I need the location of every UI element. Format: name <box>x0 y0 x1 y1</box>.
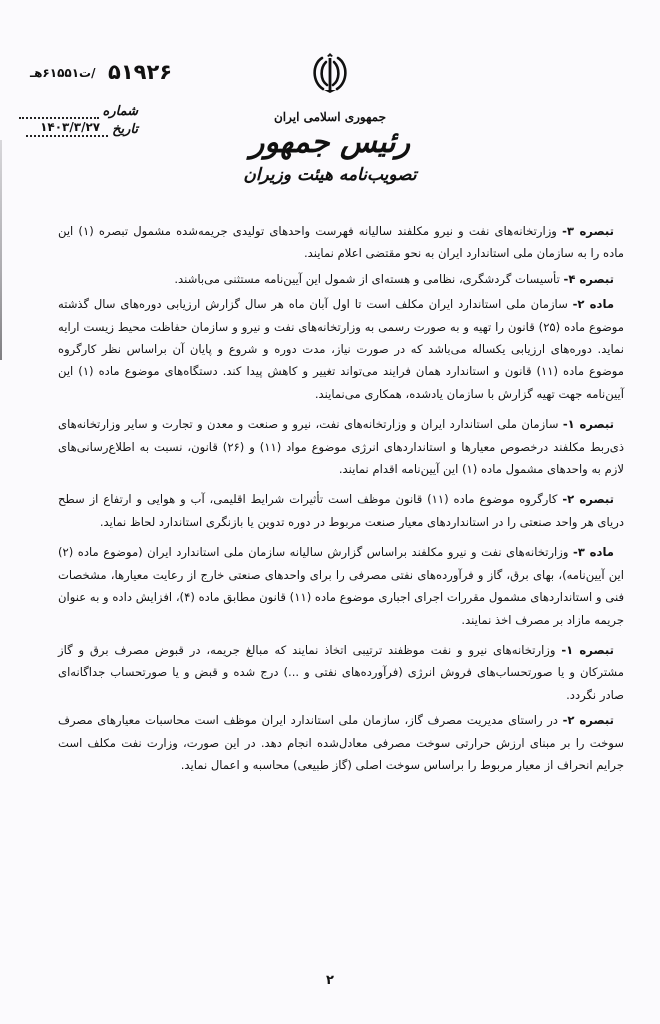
paragraph-text: تأسیسات گردشگری، نظامی و هسته‌ای از شمول این آیین‌نامه مستثنی می‌باشند. <box>174 271 564 286</box>
number-label: شماره <box>102 104 138 119</box>
republic-title: جمهوری اسلامی ایران <box>273 110 387 124</box>
paragraph-article-3 <box>58 541 624 631</box>
paragraph-text: وزارتخانه‌های نیرو و نفت موظفند ترتیبی اتخاذ نمایند که مبالغ جریمه، در قبوض مصرف برق و گاز مشترکان و یا صورتحساب‌های فروش انرژی (فرآورده‌های نفتی و ...) درج شده و قبض و یا صورتحساب جداگانه‌ای صادر نگردد. <box>58 642 624 702</box>
paragraph-article-2-note-2 <box>58 488 624 533</box>
paragraph-note-4 <box>58 268 624 290</box>
page-number: ۲ <box>326 973 334 988</box>
paragraph-text: وزارتخانه‌های نفت و نیرو مکلفند سالیانه فهرست واحدهای تولیدی جریمه‌شده مشمول تبصره (۱) این ماده را به سازمان ملی استاندارد ایران به نحو مقتضی اعلام نمایند. <box>58 224 624 261</box>
paragraph-article-2-note-1 <box>58 413 624 480</box>
paragraph-text: سازمان ملی استاندارد ایران و وزارتخانه‌های نفت، نیرو و صنعت و معدن و تجارت و سایر وزارتخانه‌های ذی‌ربط مکلفند درخصوص معیارها و استانداردهای انرژی موضوع مواد (۱۱) و (۲۶) قانون، نسبت به اطلاع‌رسانی‌های لازم به واحدهای مشمول ماده (۱) این آیین‌نامه اقدام نمایند. <box>58 417 624 477</box>
paragraph-text: در راستای مدیریت مصرف گاز، سازمان ملی استاندارد ایران موظف است محاسبات معیارهای مصرف سوخت را بر مبنای ارزش حرارتی سوخت مصرفی معادل‌شده انجام دهد. در این صورت، وزارت نفت مکلف است جرایم انحراف از معیار مربوط را براساس سوخت اصلی (گاز طبیعی) محاسبه و اعمال نماید. <box>58 713 624 772</box>
date-label: تاریخ <box>112 122 138 137</box>
paragraph-text: کارگروه موضوع ماده (۱۱) قانون موظف است تأثیرات شرایط اقلیمی، آب و هوایی و ارتفاع از سطح دریای هر واحد صنعتی را در استانداردهای معیار صنعت مربوط در دوره تدوین یا بازنگری استاندارد لحاظ نماید. <box>58 492 624 529</box>
decree-body <box>58 220 624 779</box>
paragraph-article-3-note-2 <box>58 709 624 776</box>
paragraph-text: سازمان ملی استاندارد ایران مکلف است تا اول آبان ماه هر سال گزارش ارزیابی دوره‌های سال گذشته موضوع ماده (۲۵) قانون را تهیه و به صورت رسمی به وزارتخانه‌های نفت و نیرو و سازمان حفاظت محیط زیست ارایه نماید. دوره‌های ارزیابی یکساله می‌باشد که در صورت نیاز، مدت دوره و شروع و پایان آن براساس نظر کارگروه موضوع ماده (۱۱) قانون و استاندارد همان فرایند می‌تواند تغییر و کاهش پیدا کند. دستگاه‌های موضوع ماده (۱) این آیین‌نامه جهت تهیه گزارش با سازمان یادشده، همکاری می‌نمایند. <box>58 297 625 401</box>
date-dotted-line <box>26 120 108 137</box>
paragraph-heading: ماده ۲- <box>572 297 614 312</box>
reference-code: /ت۶۱۵۵۱هـ <box>30 66 96 80</box>
date-value: ۱۴۰۳/۳/۲۷ <box>40 120 101 134</box>
paragraph-heading: تبصره ۳- <box>562 224 615 238</box>
cabinet-decree-title: تصویب‌نامه هیئت وزیران <box>243 165 417 185</box>
president-title: رئیس جمهور <box>249 125 411 160</box>
letterhead <box>220 52 440 186</box>
paragraph-text: وزارتخانه‌های نفت و نیرو مکلفند براساس گزارش سالیانه سازمان ملی استاندارد ایران (موضوع ماده (۲) این آیین‌نامه)، بهای برق، گاز و فرآورده‌های نفتی مصرفی را برای واحدهای صنعتی خارج از رعایت معیارها، مشخصات فنی و استانداردهای مشمول مقررات اجرای اجباری موضوع ماده (۱۱) قانون مطابق ماده (۴)، افزایش داده و به عنوان جریمه مازاد بر مصرف اخذ نمایند. <box>58 545 624 627</box>
paragraph-heading: تبصره ۲- <box>562 492 614 507</box>
paragraph-note-3 <box>58 220 624 265</box>
paragraph-article-3-note-1 <box>58 639 624 706</box>
date-field <box>26 122 138 137</box>
paragraph-heading: ماده ۳- <box>572 545 614 560</box>
paragraph-heading: تبصره ۴- <box>563 271 614 286</box>
registration-number: ۵۱۹۲۶ <box>108 60 173 84</box>
paragraph-article-2 <box>58 293 624 405</box>
paragraph-heading: تبصره ۲- <box>562 713 614 728</box>
iran-emblem-icon <box>307 52 353 94</box>
paragraph-heading: تبصره ۱- <box>561 642 614 657</box>
paragraph-heading: تبصره ۱- <box>562 417 615 432</box>
number-dotted-line <box>19 105 99 119</box>
number-field <box>26 104 138 119</box>
scan-edge-shadow <box>0 140 2 360</box>
